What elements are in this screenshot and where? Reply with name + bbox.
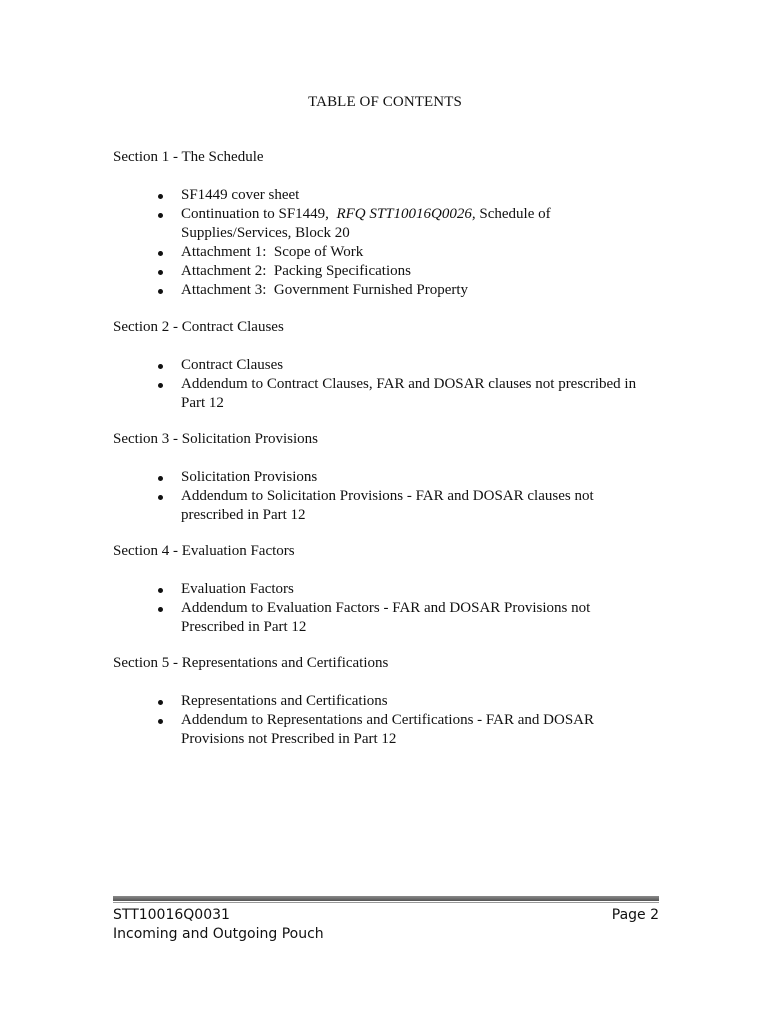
bullet-icon <box>158 700 163 705</box>
list-item-text: Evaluation Factors <box>181 581 294 597</box>
bullet-list <box>113 580 673 637</box>
list-item <box>113 468 673 487</box>
bullet-icon <box>158 251 163 256</box>
toc-section-4 <box>113 542 673 637</box>
footer-row <box>113 906 659 925</box>
list-item <box>113 186 673 205</box>
bullet-icon <box>158 213 163 218</box>
list-item-text-line2: Prescribed in Part 12 <box>181 619 307 635</box>
list-item <box>113 711 673 749</box>
bullet-icon <box>158 270 163 275</box>
bullet-icon <box>158 719 163 724</box>
bullet-list <box>113 186 673 300</box>
list-item-text-before: Continuation to SF1449, <box>181 206 337 222</box>
list-item-text-line1: Addendum to Solicitation Provisions - FAR and DOSAR clauses not <box>181 488 594 504</box>
bullet-icon <box>158 194 163 199</box>
rfq-number: RFQ STT10016Q0026, <box>336 206 476 222</box>
list-item-text-line2: prescribed in Part 12 <box>181 507 306 523</box>
list-item-text-line1: Addendum to Evaluation Factors - FAR and DOSAR Provisions not <box>181 600 591 616</box>
list-item-text-line1: Addendum to Contract Clauses, FAR and DOSAR clauses not prescribed in <box>181 376 637 392</box>
section-heading: Section 3 - Solicitation Provisions <box>113 431 318 447</box>
list-item-text-line2: Supplies/Services, Block 20 <box>181 225 350 241</box>
list-item <box>113 487 673 525</box>
toc-section-2 <box>113 318 673 413</box>
list-item-text: Attachment 3: Government Furnished Property <box>181 282 469 298</box>
list-item-text: Contract Clauses <box>181 357 284 373</box>
list-item <box>113 262 673 281</box>
list-item <box>113 375 673 413</box>
toc-section-3 <box>113 430 673 525</box>
footer-divider-thin <box>113 902 659 903</box>
section-heading: Section 5 - Representations and Certifications <box>113 655 389 671</box>
list-item-text: Solicitation Provisions <box>181 469 318 485</box>
footer-doc-title: Incoming and Outgoing Pouch <box>113 926 324 942</box>
bullet-icon <box>158 588 163 593</box>
bullet-icon <box>158 476 163 481</box>
list-item <box>113 281 673 300</box>
bullet-icon <box>158 495 163 500</box>
list-item-text-line2: Provisions not Prescribed in Part 12 <box>181 731 397 747</box>
bullet-icon <box>158 364 163 369</box>
list-item <box>113 599 673 637</box>
section-heading: Section 4 - Evaluation Factors <box>113 543 295 559</box>
page-title: TABLE OF CONTENTS <box>308 94 462 110</box>
footer-doc-number: STT10016Q0031 <box>113 907 230 923</box>
list-item <box>113 356 673 375</box>
list-item <box>113 580 673 599</box>
bullet-icon <box>158 289 163 294</box>
list-item-text-line1: Addendum to Representations and Certifications - FAR and DOSAR <box>181 712 594 728</box>
footer-page-number: Page 2 <box>611 907 659 923</box>
footer-divider <box>113 896 659 901</box>
bullet-icon <box>158 607 163 612</box>
section-heading: Section 1 - The Schedule <box>113 149 264 165</box>
bullet-list <box>113 356 673 413</box>
list-item-text-line2: Part 12 <box>181 395 224 411</box>
list-item <box>113 243 673 262</box>
section-heading: Section 2 - Contract Clauses <box>113 319 284 335</box>
list-item-text: SF1449 cover sheet <box>181 187 300 203</box>
toc-section-1 <box>113 148 673 300</box>
toc-section-5 <box>113 654 673 749</box>
list-item <box>113 692 673 711</box>
bullet-icon <box>158 383 163 388</box>
bullet-list <box>113 468 673 525</box>
page-footer <box>113 906 659 944</box>
list-item-text: Attachment 2: Packing Specifications <box>181 263 411 279</box>
bullet-list <box>113 692 673 749</box>
list-item-text-after: Schedule of <box>475 206 551 222</box>
list-item-text: Representations and Certifications <box>181 693 388 709</box>
list-item-text: Attachment 1: Scope of Work <box>181 244 364 260</box>
list-item <box>113 205 673 243</box>
